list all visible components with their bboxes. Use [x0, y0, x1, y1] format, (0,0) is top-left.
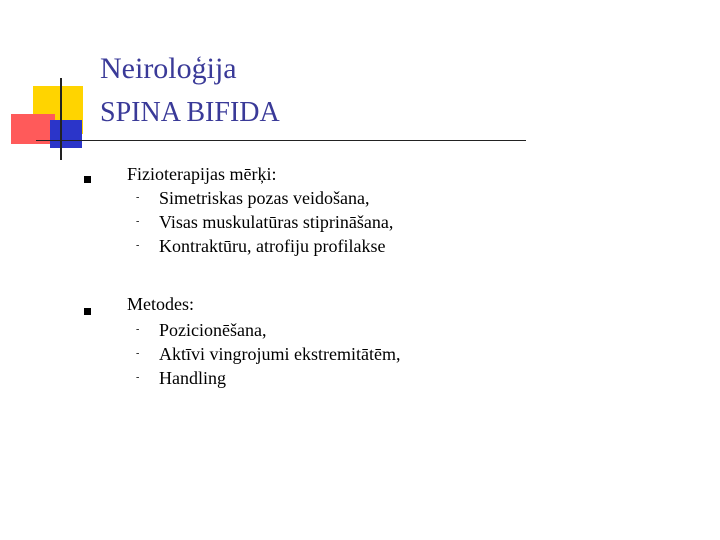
- dash-icon: -: [136, 192, 140, 203]
- list-item: [0, 186, 600, 210]
- title-divider-line: [36, 140, 526, 141]
- list-item-text: Handling: [159, 368, 226, 388]
- slide-subtitle: SPINA BIFIDA: [100, 97, 280, 128]
- list-item-text: Pozicionēšana,: [159, 320, 267, 340]
- logo-vertical-line: [60, 78, 62, 160]
- bullet-heading: Metodes:: [127, 294, 194, 314]
- list-item-text: Aktīvi vingrojumi ekstremitātēm,: [159, 344, 401, 364]
- list-item: [0, 318, 600, 342]
- list-item-text: Visas muskulatūras stiprināšana,: [159, 212, 394, 232]
- dash-icon: -: [136, 348, 140, 359]
- list-item-text: Kontraktūru, atrofiju profilakse: [159, 236, 386, 256]
- list-item: [0, 366, 600, 390]
- list-item: [0, 234, 600, 258]
- square-bullet-icon: [84, 308, 91, 315]
- square-bullet-icon: [84, 176, 91, 183]
- slide-title: Neiroloģija: [100, 52, 237, 85]
- dash-icon: -: [136, 372, 140, 383]
- logo-blue-square: [50, 120, 82, 148]
- dash-icon: -: [136, 324, 140, 335]
- list-item: [0, 210, 600, 234]
- bullet-heading: Fizioterapijas mērķi:: [127, 164, 277, 184]
- list-item-text: Simetriskas pozas veidošana,: [159, 188, 370, 208]
- dash-icon: -: [136, 240, 140, 251]
- list-item: [0, 342, 600, 366]
- dash-icon: -: [136, 216, 140, 227]
